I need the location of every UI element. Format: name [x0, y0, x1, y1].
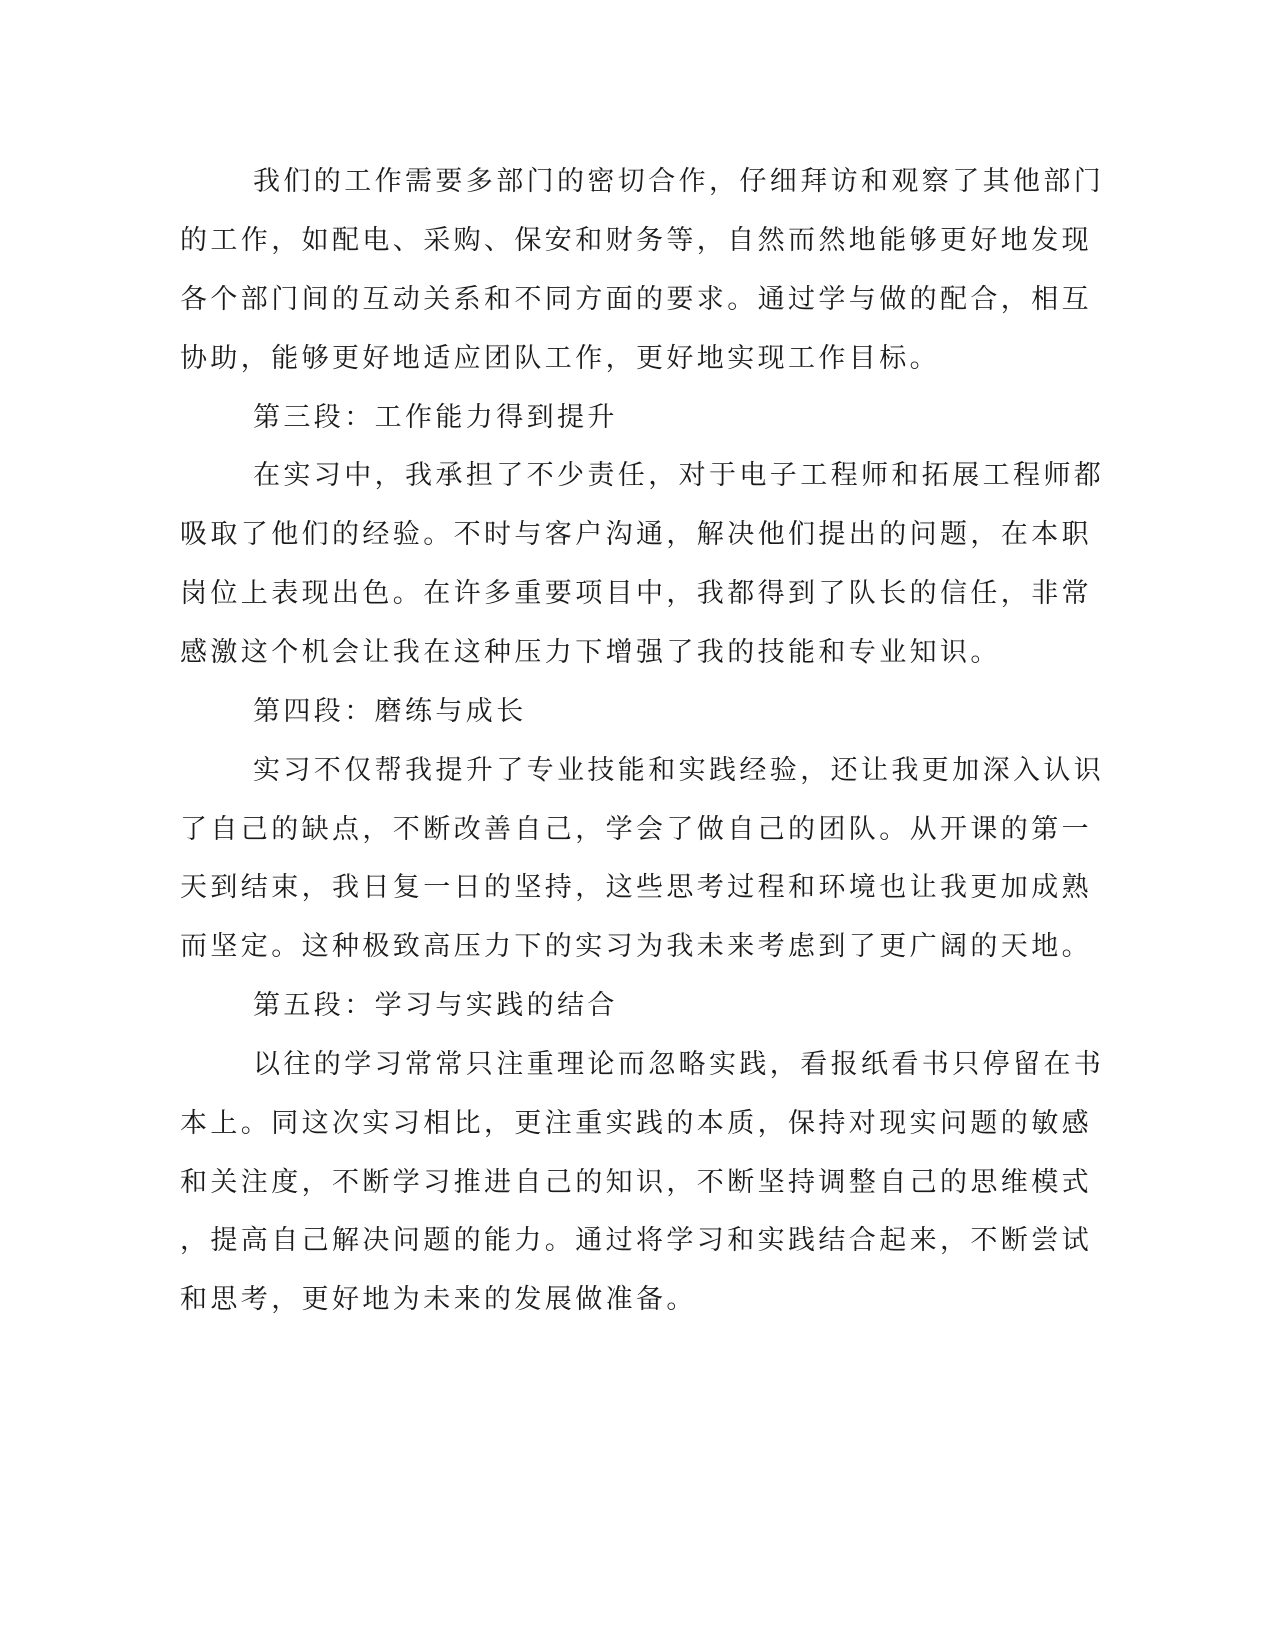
- text-line: 吸取了他们的经验。不时与客户沟通，解决他们提出的问题，在本职: [180, 519, 1092, 550]
- section-heading: 第四段：磨练与成长: [253, 696, 527, 727]
- section-heading: 第三段：工作能力得到提升: [253, 402, 618, 433]
- text-line: 岗位上表现出色。在许多重要项目中，我都得到了队长的信任，非常: [180, 578, 1092, 609]
- text-line: 实习不仅帮我提升了专业技能和实践经验，还让我更加深入认识: [253, 755, 1105, 786]
- text-line: 我们的工作需要多部门的密切合作，仔细拜访和观察了其他部门: [253, 166, 1105, 197]
- text-line: 的工作，如配电、采购、保安和财务等，自然而然地能够更好地发现: [180, 225, 1092, 256]
- text-line: 了自己的缺点，不断改善自己，学会了做自己的团队。从开课的第一: [180, 814, 1092, 845]
- text-line: 而坚定。这种极致高压力下的实习为我未来考虑到了更广阔的天地。: [180, 931, 1092, 962]
- text-line: 天到结束，我日复一日的坚持，这些思考过程和环境也让我更加成熟: [180, 872, 1092, 903]
- text-line: 在实习中，我承担了不少责任，对于电子工程师和拓展工程师都: [253, 460, 1105, 491]
- text-line: 和关注度，不断学习推进自己的知识，不断坚持调整自己的思维模式: [180, 1167, 1092, 1198]
- section-heading: 第五段：学习与实践的结合: [253, 990, 618, 1021]
- text-line: 各个部门间的互动关系和不同方面的要求。通过学与做的配合，相互: [180, 284, 1092, 315]
- text-line: 本上。同这次实习相比，更注重实践的本质，保持对现实问题的敏感: [180, 1108, 1092, 1139]
- text-line: ，提高自己解决问题的能力。通过将学习和实践结合起来，不断尝试: [180, 1225, 1092, 1256]
- text-line: 协助，能够更好地适应团队工作，更好地实现工作目标。: [180, 343, 940, 374]
- text-line: 和思考，更好地为未来的发展做准备。: [180, 1284, 697, 1315]
- text-line: 以往的学习常常只注重理论而忽略实践，看报纸看书只停留在书: [253, 1049, 1105, 1080]
- text-line: 感激这个机会让我在这种压力下增强了我的技能和专业知识。: [180, 637, 1001, 668]
